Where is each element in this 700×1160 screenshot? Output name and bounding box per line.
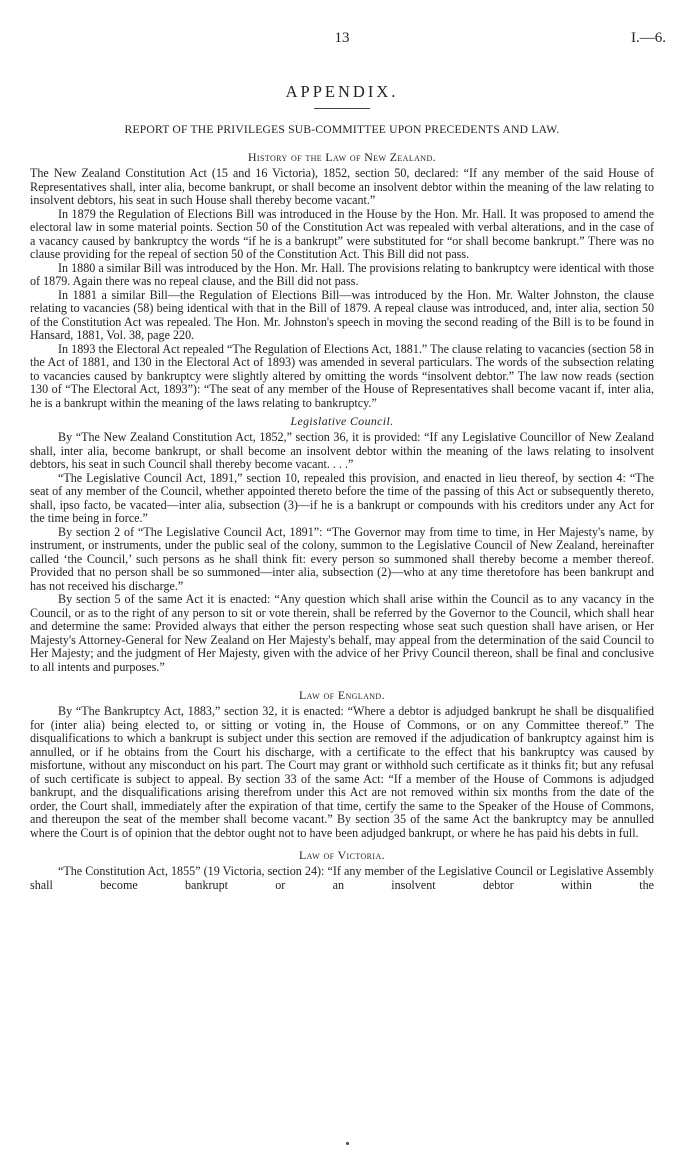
paragraph: In 1881 a similar Bill—the Regulation of Elections Bill—was introduced by the Hon. Mr. Walter Johnston, the clause relating to vacancies (58) being identical with that in the Bill of 1879. A repeal clause was introduced, and, inter alia, section 50 of the Constitution Act was repealed. The Hon. Mr. Johnston's speech in moving the second reading of the Bill is to be found in Hansard, 1881, Vol. 38, page 220. <box>30 287 654 342</box>
appendix-title: APPENDIX. <box>285 82 399 101</box>
report-title: REPORT OF THE PRIVILEGES SUB-COMMITTEE UPON PRECEDENTS AND LAW. <box>124 123 560 136</box>
document-page <box>30 0 666 892</box>
section-heading-legislative-council: Legislative Council. <box>290 414 394 428</box>
paragraph: “The Constitution Act, 1855” (19 Victoria, section 24): “If any member of the Legislative Council or Legislative Assembly shall become bankrupt or an insolvent debtor within the <box>30 864 654 892</box>
page-header <box>30 0 666 46</box>
paragraph: In 1879 the Regulation of Elections Bill was introduced in the House by the Hon. Mr. Hall. It was proposed to amend the electoral law in some material points. Section 50 of the Constitution Act was repealed with verbal alterations, and in the case of a vacancy caused by bankruptcy the words “if he is a bankrupt” were substituted for “or shall become bankrupt.” There was no clause providing for the repeal of section 50 of the Constitution Act. This Bill did not pass. <box>30 206 654 261</box>
title-rule <box>314 108 370 109</box>
paragraph: In 1893 the Electoral Act repealed “The Regulation of Elections Act, 1881.” The clause relating to vacancies (section 58 in the Act of 1881, and 130 in the Electoral Act of 1893) was amended in several particulars. The words of the subsection relating to vacancies caused by bankruptcy were slightly altered by omitting the words “insolvent debtor.” The law now reads (section 130 of “The Electoral Act, 1893”): “The seat of any member of the House of Representatives shall become vacant if, inter alia, he is a bankrupt within the meaning of the laws relating to bankruptcy.” <box>30 341 654 410</box>
page-number: 13 <box>334 30 350 46</box>
paragraph: “The Legislative Council Act, 1891,” section 10, repealed this provision, and enacted in lieu thereof, by section 4: “The seat of any member of the Council, whether appointed thereto before the time of the passing of this Act or subsequently thereto, shall, ipso facto, be vacated—inter alia, subsection (3)—if he is a bankrupt or compounds with his creditors under any Act for the time being in force.” <box>30 470 654 525</box>
paragraph: The New Zealand Constitution Act (15 and 16 Victoria), 1852, section 50, declared: “If any member of the said House of Representatives shall, inter alia, become bankrupt, or shall become an insolvent debtor within the meaning of the law relating to insolvent debtors, his seat in such House shall thereby become vacant.” <box>30 166 654 207</box>
paragraph: By “The New Zealand Constitution Act, 1852,” section 36, it is provided: “If any Legislative Councillor of New Zealand shall, inter alia, become bankrupt, or shall become an insolvent debtor within the meaning of the laws relating to insolvent debtors, his seat in such Council shall thereby become vacant. . . .” <box>30 430 654 471</box>
footer-mark <box>346 1142 349 1145</box>
paragraph: By “The Bankruptcy Act, 1883,” section 32, it is enacted: “Where a debtor is adjudged bankrupt he shall be disqualified for (inter alia) being elected to, or sitting or voting in, the House of Commons, or on any Committee thereof.” The disqualifications to which a bankrupt is subject under this section are removed if the adjudication of bankruptcy against him is annulled, or if he obtains from the Court his discharge, with a certificate to the effect that his bankruptcy was caused by misfortune, without any misconduct on his part. The Court may grant or withhold such certificate as it thinks fit; but any refusal of such certificate is subject to appeal. By section 33 of the same Act: “If a member of the House of Commons is adjudged bankrupt, and the disqualifications arising therefrom under this Act are not removed within six months from the date of the order, the Court shall, immediately after the expiration of that time, certify the same to the Speaker of the House of Commons, and thereupon the seat of the member shall become vacant.” By section 35 of the same Act the bankruptcy may be annulled where the Court is of opinion that the debtor ought not to have been adjudged bankrupt, or where he has paid his debts in full. <box>30 704 654 840</box>
section-heading-law-of-england: Law of England. <box>299 688 385 702</box>
paragraph: In 1880 a similar Bill was introduced by the Hon. Mr. Hall. The provisions relating to bankruptcy were identical with those of 1879. Again there was no repeal clause, and the Bill did not pass. <box>30 260 654 288</box>
paragraph: By section 2 of “The Legislative Council Act, 1891”: “The Governor may from time to time, in Her Majesty's name, by instrument, or instruments, under the public seal of the colony, summon to the Legislative Council of New Zealand, hereinafter called ‘the Council,’ such persons as he shall think fit: every person so summoned shall thereby become a member thereof. Provided that no person shall be so summoned—inter alia, subsection (2)—who at any time theretofore has been bankrupt and has not received his discharge.” <box>30 524 654 593</box>
section-heading-law-of-victoria: Law of Victoria. <box>299 848 385 862</box>
paragraph: By section 5 of the same Act it is enacted: “Any question which shall arise within the Council as to any vacancy in the Council, or as to the right of any person to sit or vote therein, shall be referred by the Governor to the Council, which shall hear and determine the same: Provided always that either the person respecting whose seat such question shall have arisen, or Her Majesty's Attorney-General for New Zealand on Her Majesty's behalf, may appeal from the determination of the said Council to Her Majesty; and the judgment of Her Majesty, given with the advice of her Privy Council thereon, shall be final and conclusive to all intents and purposes.” <box>30 592 654 674</box>
section-heading-history: History of the Law of New Zealand. <box>247 150 436 164</box>
document-reference: I.—6. <box>631 30 666 46</box>
